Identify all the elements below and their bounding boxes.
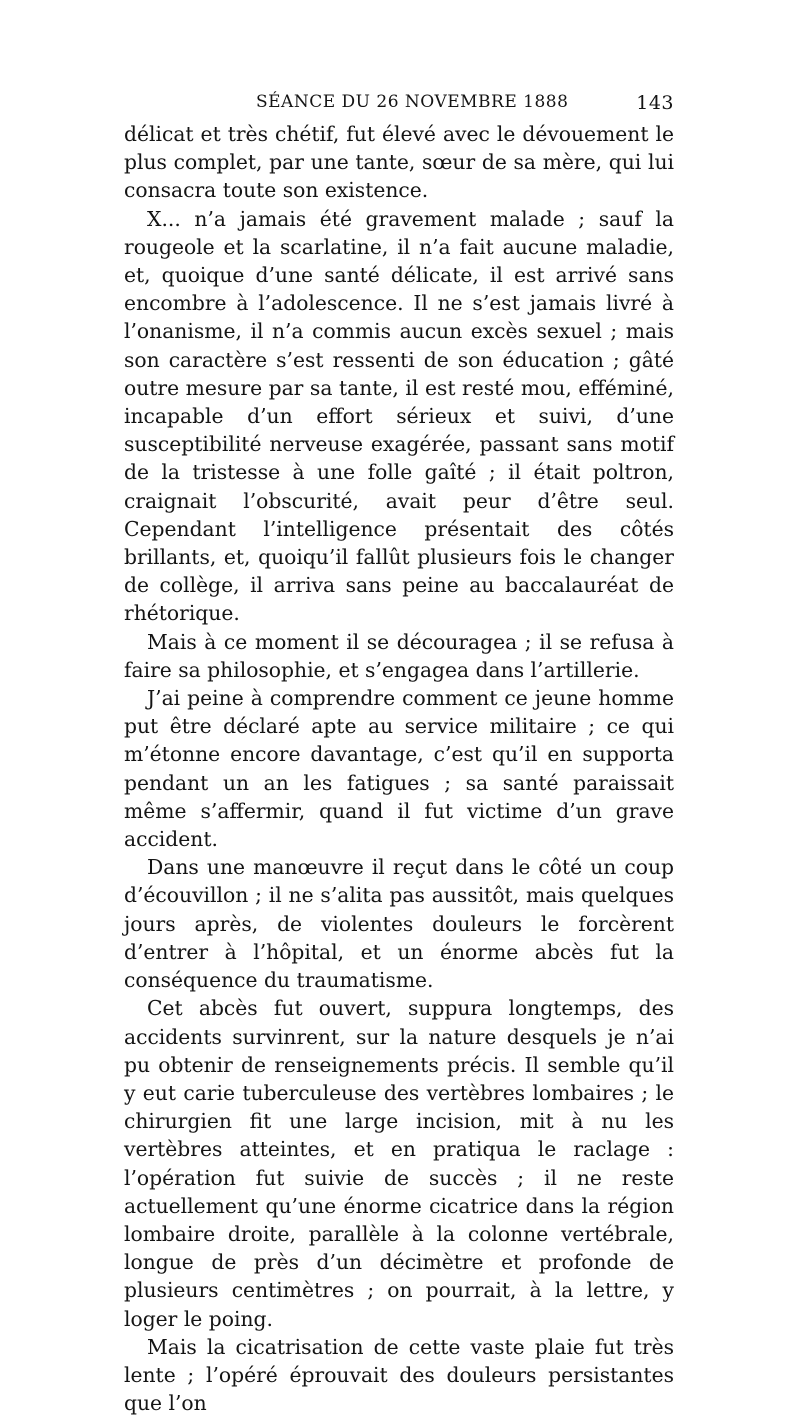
text-body: [124, 120, 674, 1417]
paragraph: X... n’a jamais été gravement malade ; sauf la rougeole et la scarlatine, il n’a fait aucune maladie, et, quoique d’une santé délicate, il est arrivé sans encombre à l’adolescence. Il ne s’est jamais livré à l’onanisme, il n’a commis aucun excès sexuel ; mais son caractère s’est ressenti de son éducation ; gâté outre mesure par sa tante, il est resté mou, efféminé, incapable d’un effort sérieux et suivi, d’une susceptibilité nerveuse exagérée, passant sans motif de la tristesse à une folle gaîté ; il était poltron, craignait l’obscurité, avait peur d’être seul. Cependant l’intelligence présentait des côtés brillants, et, quoiqu’il fallût plusieurs fois le changer de collège, il arriva sans peine au baccalauréat de rhétorique.: [124, 206, 674, 626]
paragraph: Dans une manœuvre il reçut dans le côté un coup d’écouvillon ; il ne s’alita pas aussitôt, mais quelques jours après, de violentes douleurs le forcèrent d’entrer à l’hôpital, et un énorme abcès fut la conséquence du traumatisme.: [124, 855, 674, 993]
paragraph: J’ai peine à comprendre comment ce jeune homme put être déclaré apte au service militaire ; ce qui m’étonne encore davantage, c’est qu’il en supporta pendant un an les fatigues ; sa santé paraissait même s’affermir, quand il fut victime d’un grave accident.: [124, 686, 674, 852]
paragraph-continuation: délicat et très chétif, fut élevé avec le dévouement le plus complet, par une tante, sœur de sa mère, qui lui consacra toute son existence.: [124, 122, 674, 203]
running-head: [124, 90, 674, 120]
page-number: 143: [636, 92, 674, 114]
book-page: [124, 90, 674, 1417]
paragraph: Cet abcès fut ouvert, suppura longtemps, des accidents survinrent, sur la nature desquels je n’ai pu obtenir de renseignements précis. Il semble qu’il y eut carie tuberculeuse des vertèbres lombaires ; le chirurgien fit une large incision, mit à nu les vertèbres atteintes, et en pratiqua le raclage : l’opération fut suivie de succès ; il ne reste actuellement qu’une énorme cicatrice dans la région lombaire droite, parallèle à la colonne vertébrale, longue de près d’un décimètre et profonde de plusieurs centimètres ; on pourrait, à la lettre, y loger le poing.: [124, 996, 674, 1331]
paragraph: Mais la cicatrisation de cette vaste plaie fut très lente ; l’opéré éprouvait des douleurs persistantes que l’on: [124, 1334, 674, 1416]
paragraph: Mais à ce moment il se découragea ; il se refusa à faire sa philosophie, et s’engagea dans l’artillerie.: [124, 629, 674, 682]
running-title: SÉANCE DU 26 NOVEMBRE 1888: [256, 92, 569, 112]
